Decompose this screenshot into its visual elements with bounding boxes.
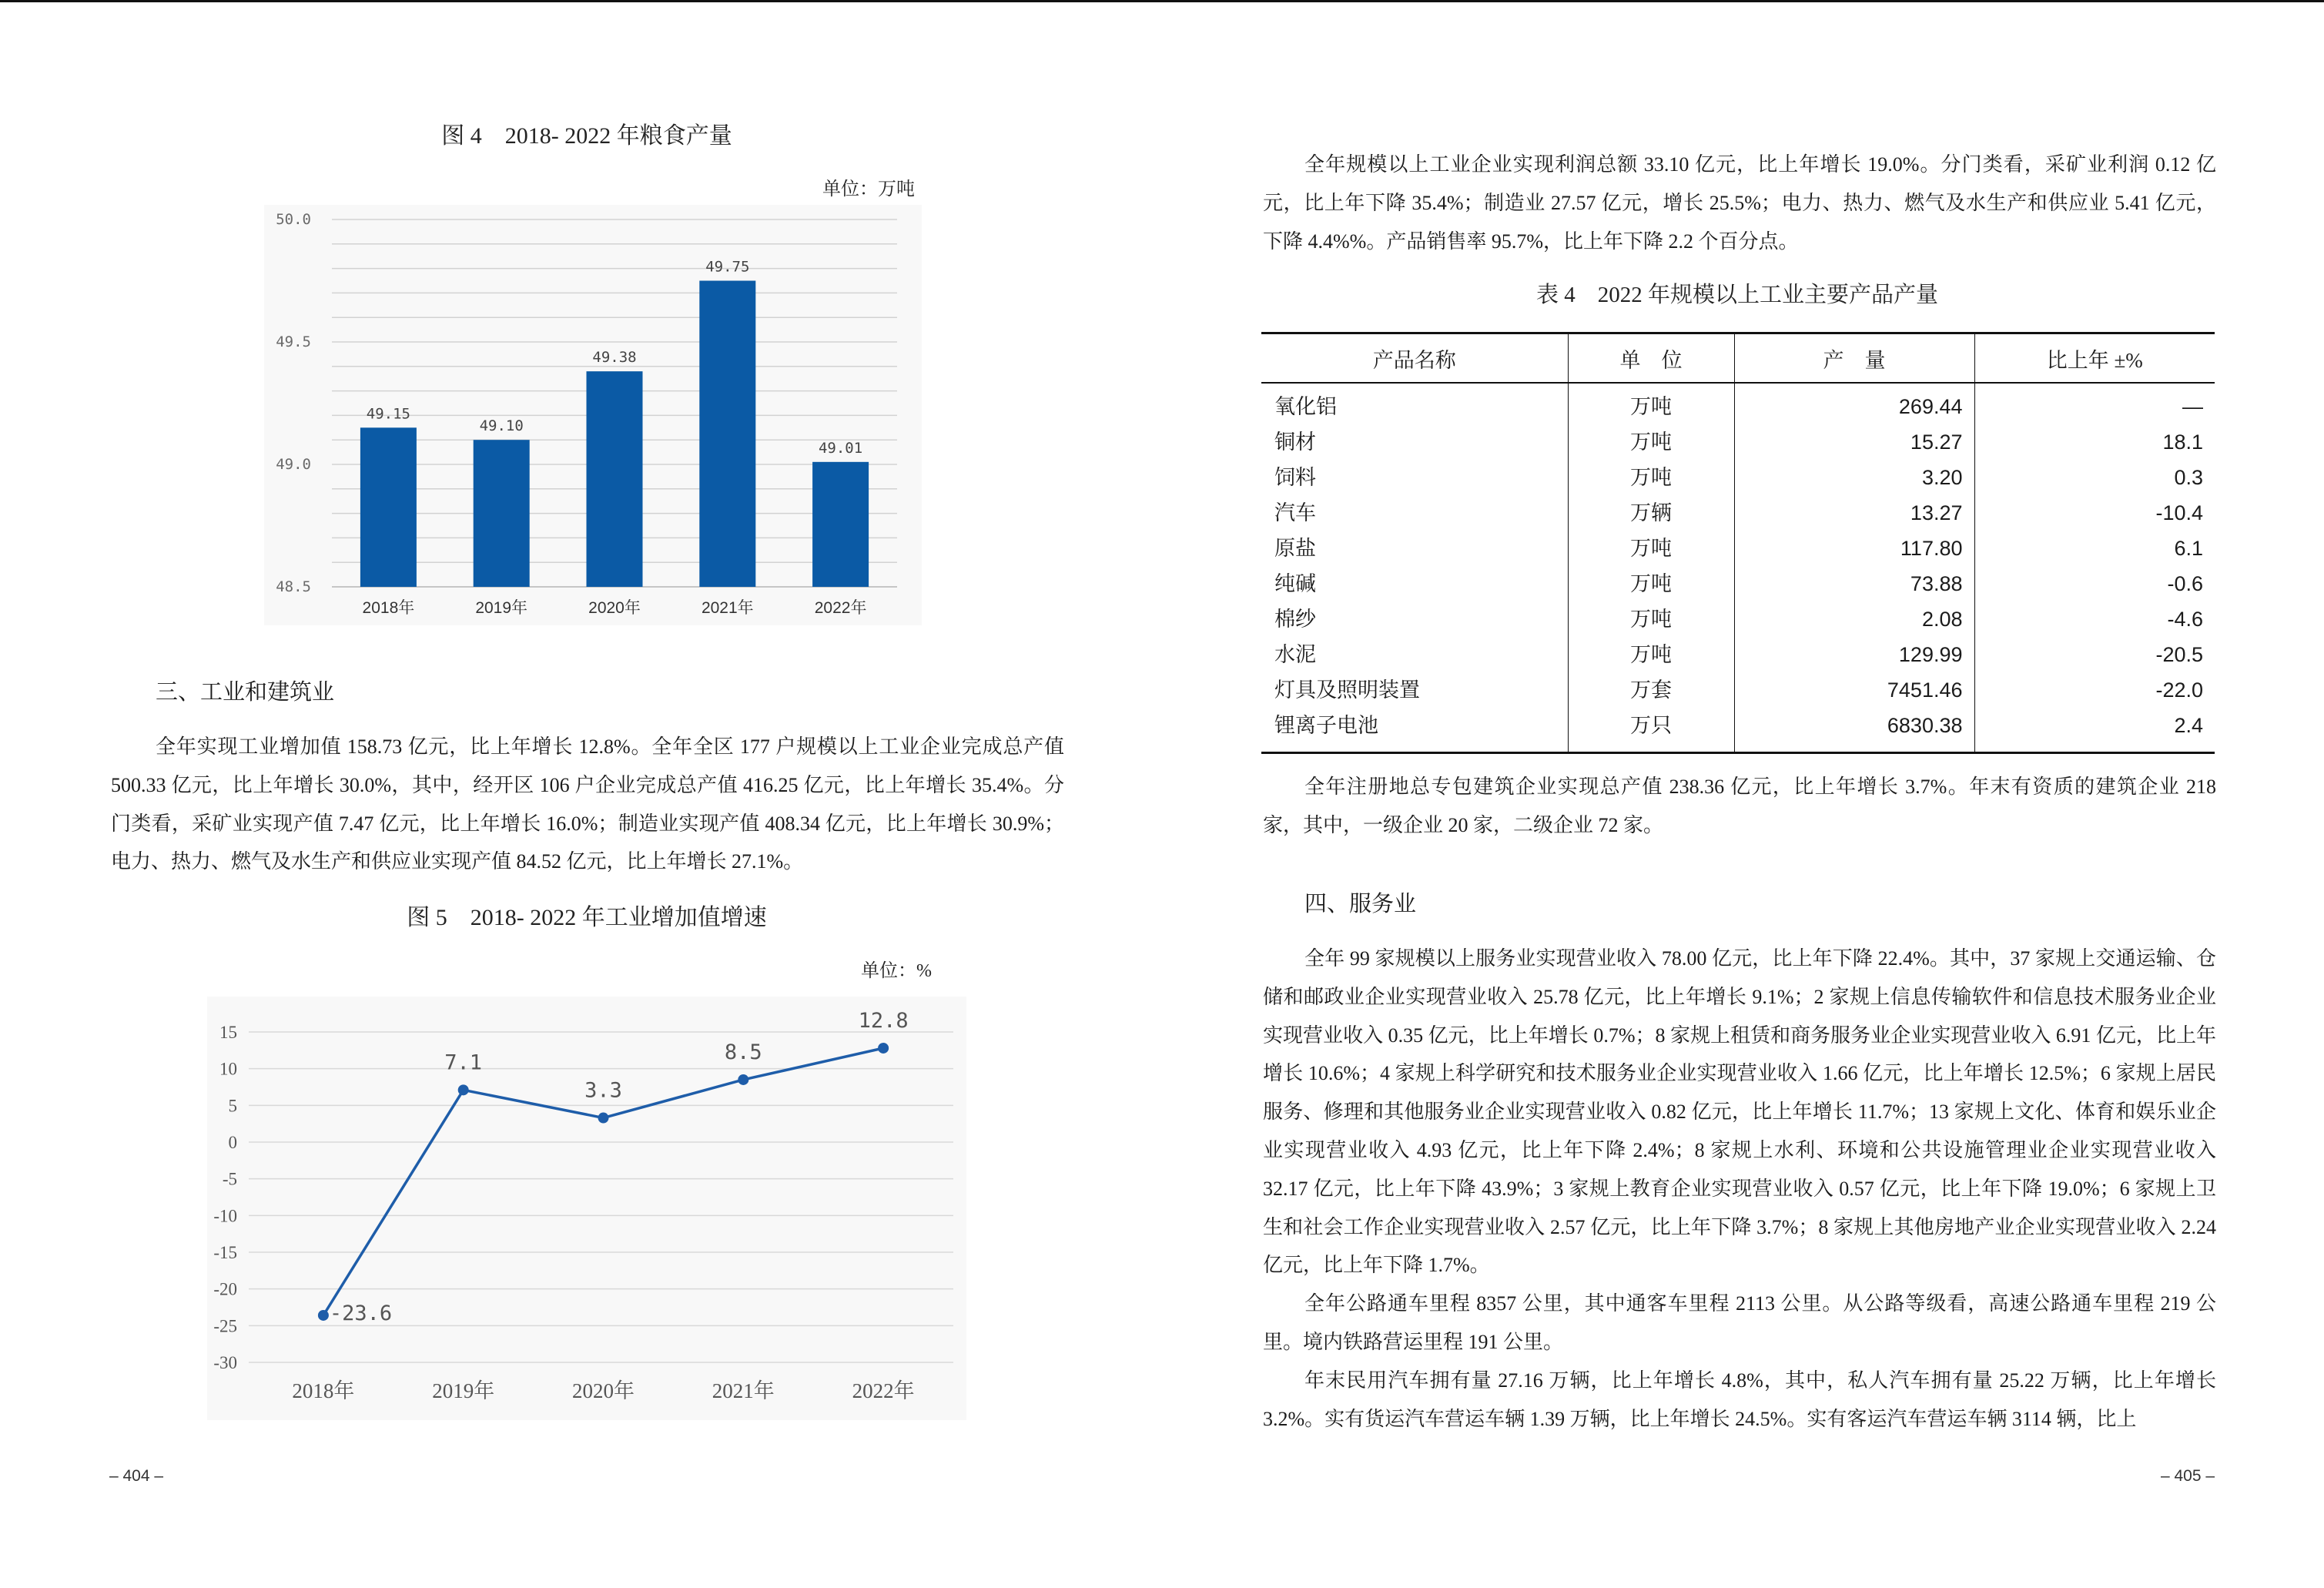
unit-cell: 万吨 xyxy=(1568,424,1734,460)
x-tick-label: 2022年 xyxy=(852,1379,915,1402)
table-row xyxy=(1261,637,2215,672)
unit-cell: 万吨 xyxy=(1568,383,1734,424)
product-name-cell: 铜材 xyxy=(1274,431,1316,454)
construction-paragraph: 全年注册地总专包建筑企业实现总产值 238.36 亿元，比上年增长 3.7%。年末有资质的建筑企业 218 家，其中，一级企业 20 家，二级企业 72 家。 xyxy=(1263,776,2216,836)
section-heading-industry: 三、工业和建筑业 xyxy=(156,680,335,705)
right-page xyxy=(1162,0,2324,1588)
bar xyxy=(360,427,417,587)
industry-paragraph-block xyxy=(111,728,1064,881)
table-header-cell: 产品名称 xyxy=(1261,333,1568,384)
industrial-products-table xyxy=(1261,332,2215,754)
x-tick-label: 2021年 xyxy=(712,1379,775,1402)
construction-paragraph-block xyxy=(1263,768,2216,845)
table-header-cell: 产 量 xyxy=(1734,333,1974,384)
table-row xyxy=(1261,601,2215,637)
x-tick-label: 2020年 xyxy=(588,599,641,617)
y-tick-label: 10 xyxy=(219,1059,237,1079)
output-cell: 117.80 xyxy=(1734,531,1974,566)
table-4-title: 表 4 2022 年规模以上工业主要产品产量 xyxy=(1535,283,1938,307)
table-header-row xyxy=(1261,333,2215,384)
y-tick-label: -5 xyxy=(222,1169,237,1189)
change-vs-last-year-cell: — xyxy=(1974,383,2215,424)
unit-cell: 万吨 xyxy=(1568,637,1734,672)
y-tick-label: 15 xyxy=(219,1023,237,1042)
table-header-cell: 比上年 ±% xyxy=(1974,333,2215,384)
bar xyxy=(474,440,530,587)
point-value-label: 12.8 xyxy=(858,1008,909,1033)
output-cell: 269.44 xyxy=(1734,383,1974,424)
y-tick-label: 49.0 xyxy=(276,456,311,473)
output-cell: 73.88 xyxy=(1734,566,1974,601)
table-row xyxy=(1261,460,2215,495)
bar-value-label: 49.01 xyxy=(818,439,863,457)
point-value-label: 7.1 xyxy=(444,1050,483,1075)
product-name-cell: 灯具及照明装置 xyxy=(1274,678,1420,702)
line-point xyxy=(878,1043,889,1054)
y-tick-label: 49.5 xyxy=(276,333,311,350)
line-point xyxy=(318,1310,329,1321)
table-row xyxy=(1261,424,2215,460)
profit-paragraph-block xyxy=(1263,146,2216,260)
unit-cell: 万辆 xyxy=(1568,495,1734,531)
change-vs-last-year-cell: 18.1 xyxy=(1974,424,2215,460)
product-name-cell: 纯碱 xyxy=(1274,572,1316,595)
figure-4-title: 图 4 2018- 2022 年粮食产量 xyxy=(441,123,732,149)
x-tick-label: 2022年 xyxy=(814,599,867,617)
unit-cell: 万吨 xyxy=(1568,601,1734,637)
y-tick-label: -25 xyxy=(213,1316,237,1336)
output-cell: 6830.38 xyxy=(1734,708,1974,753)
section-heading-services: 四、服务业 xyxy=(1304,892,1417,916)
change-vs-last-year-cell: -4.6 xyxy=(1974,601,2215,637)
output-cell: 3.20 xyxy=(1734,460,1974,495)
output-cell: 129.99 xyxy=(1734,637,1974,672)
x-tick-label: 2020年 xyxy=(572,1379,635,1402)
unit-cell: 万吨 xyxy=(1568,531,1734,566)
y-tick-label: 50.0 xyxy=(276,211,311,228)
page-number-left: – 404 – xyxy=(109,1467,164,1485)
product-name-cell: 汽车 xyxy=(1274,501,1316,524)
y-tick-label: 5 xyxy=(228,1096,237,1116)
change-vs-last-year-cell: -20.5 xyxy=(1974,637,2215,672)
unit-cell: 万吨 xyxy=(1568,566,1734,601)
figure-4-unit: 单位：万吨 xyxy=(822,179,915,199)
product-name-cell: 棉纱 xyxy=(1274,608,1316,631)
bar xyxy=(699,281,755,588)
table-row xyxy=(1261,708,2215,753)
output-cell: 15.27 xyxy=(1734,424,1974,460)
output-cell: 13.27 xyxy=(1734,495,1974,531)
figure-5-title: 图 5 2018- 2022 年工业增加值增速 xyxy=(407,905,767,930)
table-row xyxy=(1261,672,2215,708)
y-tick-label: -20 xyxy=(213,1279,237,1299)
output-cell: 2.08 xyxy=(1734,601,1974,637)
table-body xyxy=(1261,383,2215,753)
services-paragraph: 全年 99 家规模以上服务业实现营业收入 78.00 亿元，比上年下降 22.4%。其中，37 家规上交通运输、仓储和邮政业企业实现营业收入 25.78 亿元，比上年增长 9.1%；2 家规上信息传输软件和信息技术服务业企业实现营业收入 0.35 亿元，比上年增长 0.7%；8 家规上租赁和商务服务业企业实现营业收入 6.91 亿元，比上年增长 10.6%；4 家规上科学研究和技术服务业企业实现营业收入 1.66 亿元，比上年增长 12.5%；6 家规上居民服务、修理和其他服务业企业实现营业收入 0.82 亿元，比上年增长 11.7%；13 家规上文化、体育和娱乐业企业实现营业收入 4.93 亿元，比上年下降 2.4%；8 家规上水利、环境和公共设施管理业企业实现营业收入 32.17 亿元，比上年下降 43.9%；3 家规上教育企业实现营业收入 0.57 亿元，比上年下降 19.0%；6 家规上卫生和社会工作企业实现营业收入 2.57 亿元，比上年下降 3.7%；8 家规上其他房地产业企业实现营业收入 2.24 亿元，比上年下降 1.7%。 xyxy=(1263,947,2216,1277)
x-tick-label: 2019年 xyxy=(475,599,528,617)
product-name-cell: 原盐 xyxy=(1274,537,1316,560)
change-vs-last-year-cell: 2.4 xyxy=(1974,708,2215,753)
change-vs-last-year-cell: 6.1 xyxy=(1974,531,2215,566)
unit-cell: 万只 xyxy=(1568,708,1734,753)
point-value-label: 8.5 xyxy=(724,1040,762,1064)
bar-value-label: 49.15 xyxy=(366,405,411,423)
vehicles-paragraph: 年末民用汽车拥有量 27.16 万辆，比上年增长 4.8%，其中，私人汽车拥有量 25.22 万辆，比上年增长 3.2%。实有货运汽车营运车辆 1.39 万辆，比上年增长 24.5%。实有客运汽车营运车辆 3114 辆，比上 xyxy=(1263,1369,2216,1430)
industry-growth-line-chart xyxy=(185,993,986,1425)
line-point xyxy=(598,1113,609,1124)
table-row xyxy=(1261,495,2215,531)
change-vs-last-year-cell: -10.4 xyxy=(1974,495,2215,531)
x-tick-label: 2018年 xyxy=(292,1379,355,1402)
x-tick-label: 2021年 xyxy=(701,599,754,617)
y-tick-label: -10 xyxy=(213,1206,237,1226)
page-number-right: – 405 – xyxy=(2160,1467,2215,1485)
table-header-cell: 单 位 xyxy=(1568,333,1734,384)
roads-paragraph: 全年公路通车里程 8357 公里，其中通客车里程 2113 公里。从公路等级看，高速公路通车里程 219 公里。境内铁路营运里程 191 公里。 xyxy=(1263,1292,2216,1353)
line-point xyxy=(738,1074,748,1085)
table-row xyxy=(1261,383,2215,424)
figure-5-unit: 单位：% xyxy=(861,961,932,981)
y-tick-label: 0 xyxy=(228,1133,237,1152)
product-name-cell: 水泥 xyxy=(1274,643,1316,666)
profit-paragraph: 全年规模以上工业企业实现利润总额 33.10 亿元，比上年增长 19.0%。分门类看，采矿业利润 0.12 亿元，比上年下降 35.4%；制造业 27.57 亿元，增长 25.5%；电力、热力、燃气及水生产和供应业 5.41 亿元，下降 4.4%%。产品销售率 95.7%，比上年下降 2.2 个百分点。 xyxy=(1263,153,2216,253)
line-point xyxy=(458,1084,469,1095)
x-tick-label: 2018年 xyxy=(362,599,415,617)
bar-value-label: 49.75 xyxy=(705,258,750,276)
table-row xyxy=(1261,531,2215,566)
bar-value-label: 49.38 xyxy=(592,349,637,367)
industry-paragraph: 全年实现工业增加值 158.73 亿元，比上年增长 12.8%。全年全区 177 户规模以上工业企业完成总产值 500.33 亿元，比上年增长 30.0%，其中，经开区 106 户企业完成总产值 416.25 亿元，比上年增长 35.4%。分门类看，采矿业实现产值 7.47 亿元，比上年增长 16.0%；制造业实现产值 408.34 亿元，比上年增长 30.9%；电力、热力、燃气及水生产和供应业实现产值 84.52 亿元，比上年增长 27.1%。 xyxy=(111,735,1064,873)
services-paragraph-block xyxy=(1263,940,2216,1438)
bar xyxy=(812,462,869,587)
y-tick-label: -30 xyxy=(213,1353,237,1372)
change-vs-last-year-cell: 0.3 xyxy=(1974,460,2215,495)
y-tick-label: -15 xyxy=(213,1243,237,1262)
product-name-cell: 饲料 xyxy=(1274,466,1316,489)
x-tick-label: 2019年 xyxy=(432,1379,495,1402)
point-value-label: -23.6 xyxy=(329,1301,393,1325)
y-tick-label: 48.5 xyxy=(276,578,311,595)
change-vs-last-year-cell: -0.6 xyxy=(1974,566,2215,601)
chart-background xyxy=(207,997,966,1420)
output-cell: 7451.46 xyxy=(1734,672,1974,708)
change-vs-last-year-cell: -22.0 xyxy=(1974,672,2215,708)
table-header xyxy=(1261,333,2215,384)
grain-output-bar-chart xyxy=(262,202,939,641)
table-row xyxy=(1261,566,2215,601)
bar-value-label: 49.10 xyxy=(479,417,524,435)
unit-cell: 万套 xyxy=(1568,672,1734,708)
unit-cell: 万吨 xyxy=(1568,460,1734,495)
product-name-cell: 氧化铝 xyxy=(1274,395,1337,418)
product-name-cell: 锂离子电池 xyxy=(1274,714,1378,737)
point-value-label: 3.3 xyxy=(584,1078,622,1103)
bar xyxy=(587,371,643,587)
